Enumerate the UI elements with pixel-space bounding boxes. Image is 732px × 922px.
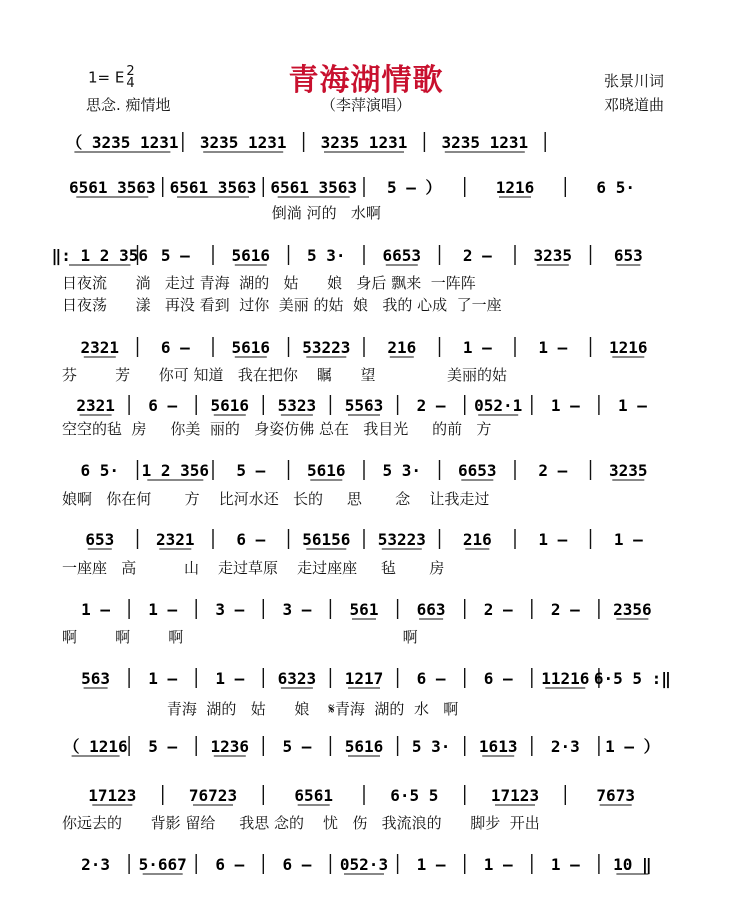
measure-notes: 1 –: [617, 396, 647, 415]
key-signature: [88, 66, 135, 90]
measure-notes: 6 –: [236, 530, 266, 549]
time-bottom: 4: [126, 76, 135, 91]
measure-notes: 663: [416, 600, 446, 619]
measure-notes: 6561 3563: [169, 178, 257, 197]
measure-notes: 653: [85, 530, 115, 549]
measure-notes: 1 –: [613, 530, 643, 549]
notation-line: [62, 666, 671, 690]
measure-notes: 1 –: [416, 855, 446, 874]
song-title: 青海湖情歌: [288, 63, 444, 98]
measure-notes: 216: [462, 530, 492, 549]
measure-notes: 1 –: [483, 855, 513, 874]
measure-notes: 2321: [156, 530, 195, 549]
measure-notes: 5616: [231, 246, 271, 265]
notation-line: [62, 783, 666, 807]
lyric-line: 芬 芳 你可 知道 我在把你 瞩 望 美丽的姑: [62, 366, 508, 384]
measure-notes: 1 –: [550, 855, 580, 874]
measure-notes: 5 3·: [307, 246, 346, 265]
measure-notes: ‖: 1 2 356: [51, 246, 148, 265]
measure-notes: 5 3·: [411, 737, 451, 756]
measure-notes: 5 – ）: [387, 178, 442, 197]
notation-line: [62, 597, 666, 621]
notation-row: [62, 666, 671, 690]
measure-notes: 5616: [210, 396, 250, 415]
notation-line: [51, 243, 666, 267]
measure-notes: 1 –: [550, 396, 580, 415]
notation-line: [62, 335, 666, 359]
notation-row: [62, 335, 666, 359]
notation-row: [62, 175, 666, 199]
measure-notes: 563: [81, 669, 111, 688]
measure-notes: 5323: [277, 396, 317, 415]
measure-notes: 5 –: [160, 246, 190, 265]
lyric-line: 一座座 高 山 走过草原 走过座座 毡 房: [62, 559, 445, 577]
measure-notes: 10 ‖: [613, 855, 652, 874]
singer-credit: （李萍演唱）: [320, 96, 411, 114]
notation-row: [62, 458, 666, 482]
lyric-line: 啊 啊 啊 啊: [62, 628, 418, 646]
measure-notes: 2 –: [550, 600, 580, 619]
measure-notes: 1 –: [538, 338, 568, 357]
measure-notes: 2 –: [462, 246, 492, 265]
lyricist-credit: 张景川词: [603, 72, 664, 90]
measure-notes: 1 –: [538, 530, 568, 549]
measure-notes: 6·5 5: [390, 786, 439, 805]
measure-notes: 6561 3563: [68, 178, 156, 197]
notation-row: [62, 393, 666, 417]
notation-line: [62, 130, 666, 154]
measure-notes: 7673: [596, 786, 635, 805]
notation-row: [62, 783, 666, 807]
measure-notes: 6·5 5 :‖: [593, 669, 671, 688]
measure-notes: 6561 3563: [270, 178, 358, 197]
measure-notes: 5616: [344, 737, 384, 756]
lyric-line: 日夜荡 漾 再没 看到 过你 美丽 的姑 娘 我的 心成 了一座: [62, 296, 502, 314]
lyric-line: 空空的毡 房 你美 丽的 身姿仿佛 总在 我目光 的前 方: [62, 420, 492, 438]
measure-notes: 5563: [344, 396, 384, 415]
measure-notes: 2·3: [550, 737, 580, 756]
measure-notes: 5 –: [148, 737, 178, 756]
measure-notes: 3 –: [215, 600, 245, 619]
measure-notes: 5·667: [138, 855, 187, 874]
measure-notes: 1 2 356: [141, 461, 210, 480]
notation-row: [62, 852, 666, 876]
measure-notes: 1 –: [148, 669, 178, 688]
notation-row: [62, 130, 666, 154]
measure-notes: 56156: [302, 530, 351, 549]
measure-notes: 5616: [307, 461, 346, 480]
measure-notes: 6323: [277, 669, 317, 688]
measure-notes: 5 –: [236, 461, 266, 480]
measure-notes: 6 –: [148, 396, 178, 415]
notation-row: [62, 734, 666, 758]
mood-marking: 思念. 痴情地: [86, 96, 171, 114]
measure-notes: 561: [349, 600, 379, 619]
time-signature: [126, 66, 134, 90]
measure-notes: 6 5·: [596, 178, 635, 197]
measure-notes: 1 –: [215, 669, 245, 688]
measure-notes: 2321: [76, 396, 115, 415]
measure-notes: 1 –: [148, 600, 178, 619]
notation-line: [62, 393, 666, 417]
key-label: 1= E: [88, 68, 125, 87]
notation-row: [62, 527, 666, 551]
measure-notes: 17123: [88, 786, 137, 805]
measure-notes: 653: [613, 246, 643, 265]
lyric-line: 青海 湖的 姑 娘 𝄋青海 湖的 水 啊: [62, 700, 459, 718]
measure-notes: 2 –: [483, 600, 513, 619]
measure-notes: 1 – ）: [605, 737, 660, 756]
lyric-line: 倒淌 河的 水啊: [62, 204, 381, 222]
measure-notes: 6 –: [416, 669, 446, 688]
notation-line: [62, 175, 666, 199]
measure-notes: 2 –: [416, 396, 446, 415]
measure-notes: 6 –: [215, 855, 245, 874]
measure-notes: 3235 1231: [320, 133, 408, 152]
measure-notes: 76723: [188, 786, 238, 805]
measure-notes: 5 3·: [382, 461, 422, 480]
measure-notes: 11216: [541, 669, 590, 688]
measure-notes: （ 1216: [63, 737, 128, 756]
measure-notes: 53223: [377, 530, 426, 549]
notation-row: [62, 597, 666, 621]
measure-notes: 6561: [294, 786, 333, 805]
notation-line: [62, 734, 666, 758]
notation-line: [62, 458, 666, 482]
time-top: 2: [126, 64, 135, 79]
measure-notes: 6 –: [160, 338, 190, 357]
measure-notes: 1216: [495, 178, 535, 197]
measure-notes: 3235: [609, 461, 648, 480]
measure-notes: 216: [387, 338, 417, 357]
measure-notes: 6653: [382, 246, 422, 265]
measure-notes: 2356: [613, 600, 652, 619]
measure-notes: 052·3: [339, 855, 389, 874]
measure-notes: 5616: [231, 338, 271, 357]
measure-notes: 5 –: [282, 737, 312, 756]
measure-notes: 3235: [533, 246, 573, 265]
measure-notes: 2·3: [81, 855, 111, 874]
measure-notes: 2321: [80, 338, 120, 357]
measure-notes: 1217: [344, 669, 384, 688]
measure-notes: 1 –: [462, 338, 492, 357]
measure-notes: 052·1: [474, 396, 523, 415]
measure-notes: 1 –: [81, 600, 111, 619]
measure-notes: 6 5·: [80, 461, 120, 480]
measure-notes: 17123: [490, 786, 540, 805]
measure-notes: （ 3235 1231: [66, 133, 179, 152]
notation-line: [62, 852, 666, 876]
lyric-line: 你远去的 背影 留给 我思 念的 忧 伤 我流浪的 脚步 开出: [62, 814, 540, 832]
measure-notes: 1216: [609, 338, 648, 357]
notation-line: [62, 527, 666, 551]
measure-notes: 6653: [458, 461, 497, 480]
measure-notes: 1613: [478, 737, 518, 756]
lyric-line: 日夜流 淌 走过 青海 湖的 姑 娘 身后 飘来 一阵阵: [62, 274, 476, 292]
measure-notes: 3235 1231: [441, 133, 529, 152]
measure-notes: 2 –: [538, 461, 568, 480]
measure-notes: 6 –: [282, 855, 312, 874]
notation-row: [51, 243, 666, 267]
measure-notes: 3235 1231: [199, 133, 287, 152]
measure-notes: 3 –: [282, 600, 312, 619]
measure-notes: 1236: [210, 737, 250, 756]
composer-credit: 邓晓道曲: [603, 96, 664, 114]
measure-notes: 53223: [302, 338, 351, 357]
lyric-line: 娘啊 你在何 方 比河水还 长的 思 念 让我走过: [62, 490, 490, 508]
measure-notes: 6 –: [483, 669, 513, 688]
